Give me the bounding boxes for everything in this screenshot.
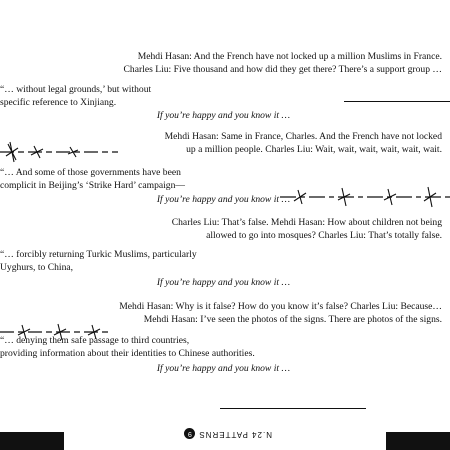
dialogue-line: Mehdi Hasan: Why is it false? How do you know it’s false? Charles Liu: Because… [119, 301, 442, 312]
quote-block-2 [0, 166, 300, 192]
dialogue-block-3 [22, 216, 442, 242]
quote-block-3 [0, 248, 300, 274]
dialogue-block-1 [22, 50, 442, 76]
page-folio [182, 427, 272, 441]
quote-block-1 [0, 83, 300, 109]
dialogue-line: Charles Liu: Five thousand and how did they get there? There’s a support group … [123, 64, 442, 75]
quote-line: Uyghurs, to China, [0, 262, 74, 273]
horizontal-rule [344, 101, 450, 102]
quote-line: specific reference to Xinjiang. [0, 97, 117, 108]
dialogue-line: allowed to go into mosques? Charles Liu: That’s totally false. [206, 230, 442, 241]
dialogue-line: Mehdi Hasan: Same in France, Charles. And the French have not locked [164, 131, 442, 142]
refrain-line: If you’re happy and you know it … [156, 110, 290, 121]
dialogue-line: Mehdi Hasan: I’ve seen the photos of the signs. There are photos of the signs. [143, 314, 442, 325]
quote-line: providing information about their identities to Chinese authorities. [0, 348, 255, 359]
dialogue-line: Mehdi Hasan: And the French have not locked up a million Muslims in France. [137, 51, 442, 62]
horizontal-rule [220, 408, 366, 409]
quote-line: “… without legal grounds,’ but without [0, 84, 152, 95]
barbed-wire-right [280, 182, 450, 212]
page-number: 9 [184, 429, 195, 440]
dialogue-line: Charles Liu: That’s false. Mehdi Hasan: How about children not being [171, 217, 442, 228]
quote-line: “… forcibly returning Turkic Muslims, particularly [0, 249, 197, 260]
quote-block-4 [0, 334, 330, 360]
dialogue-line: up a million people. Charles Liu: Wait, wait, wait, wait, wait, wait. [186, 144, 442, 155]
refrain-line: If you’re happy and you know it … [156, 277, 290, 288]
footer-bar-right [386, 432, 450, 450]
quote-line: “… And some of those governments have been [0, 167, 181, 178]
refrain-line: If you’re happy and you know it … [156, 363, 290, 374]
refrain-line: If you’re happy and you know it … [156, 194, 290, 205]
quote-line: “… denying them safe passage to third countries, [0, 335, 190, 346]
footer-bar-left [0, 432, 64, 450]
dialogue-block-2 [22, 130, 442, 156]
journal-title: N.24 PATTERNS [198, 430, 272, 439]
quote-line: complicit in Beijing’s ‘Strike Hard’ campaign— [0, 180, 185, 191]
